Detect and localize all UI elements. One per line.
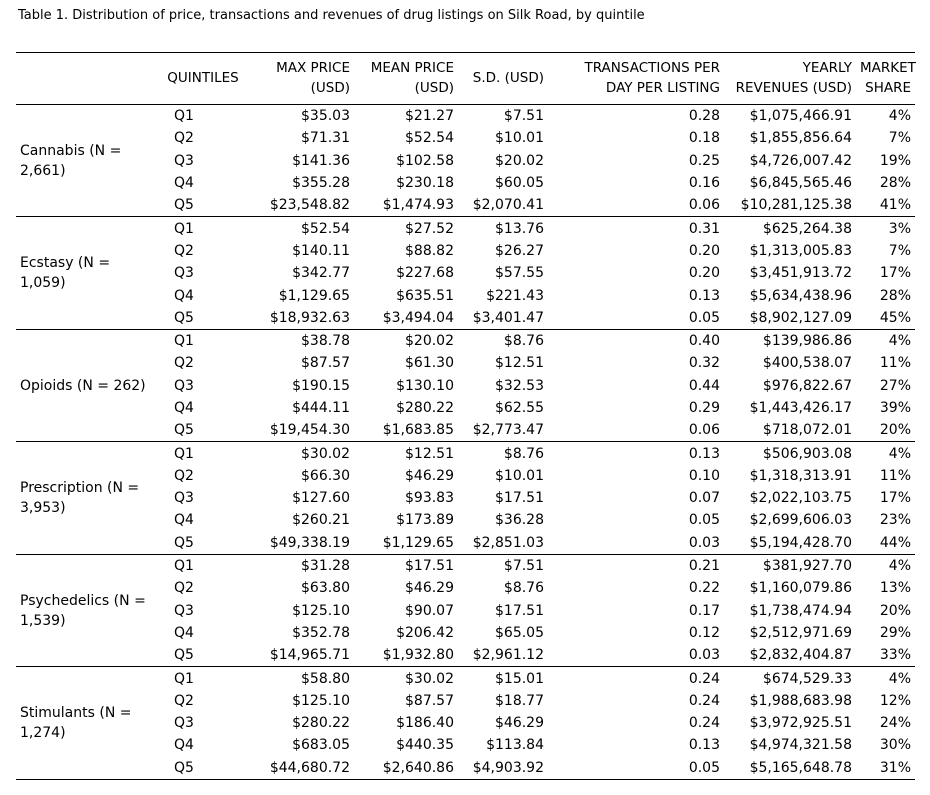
- max-price-cell: $125.10: [292, 602, 350, 619]
- market-share-cell: 20%: [879, 602, 911, 619]
- max-price-cell: $444.11: [292, 400, 350, 416]
- drug-group: [16, 667, 915, 779]
- header-transactions: TRANSACTIONS PER DAY PER LISTING: [584, 59, 720, 96]
- market-share-cell: 28%: [879, 175, 911, 192]
- quintile-cell: Q3: [174, 490, 194, 507]
- quintile-cell: Q1: [174, 445, 194, 462]
- sd-cell: $8.76: [503, 445, 544, 462]
- quintile-cell: Q2: [174, 355, 194, 372]
- yearly-revenue-cell: $139,986.86: [762, 333, 852, 350]
- market-share-cell: 4%: [888, 670, 911, 687]
- market-share-cell: 31%: [879, 759, 911, 776]
- table-row: [16, 217, 915, 240]
- max-price-cell: $683.05: [292, 737, 350, 754]
- yearly-revenue-cell: $2,832,404.87: [749, 647, 852, 664]
- transactions-cell: 0.24: [688, 670, 720, 687]
- quintile-cell: Q1: [174, 670, 194, 687]
- header-drug-class: [16, 53, 162, 105]
- header-sd: S.D. (USD): [472, 69, 544, 86]
- transactions-cell: 0.40: [688, 333, 720, 350]
- max-price-cell: $87.57: [301, 355, 350, 372]
- header-quintiles: QUINTILES: [167, 69, 239, 86]
- mean-price-cell: $30.02: [405, 670, 454, 687]
- sd-cell: $36.28: [495, 512, 544, 529]
- market-share-cell: 20%: [879, 422, 911, 439]
- quintile-cell: Q4: [174, 175, 194, 192]
- yearly-revenue-cell: $976,822.67: [762, 377, 852, 394]
- sd-cell: $8.76: [503, 580, 544, 597]
- yearly-revenue-cell: $2,699,606.03: [749, 512, 852, 529]
- mean-price-cell: $12.51: [405, 445, 454, 462]
- market-share-cell: 45%: [879, 309, 911, 326]
- transactions-cell: 0.25: [688, 152, 720, 169]
- table-row: [16, 554, 915, 577]
- transactions-cell: 0.05: [688, 512, 720, 529]
- market-share-cell: 39%: [879, 400, 911, 416]
- mean-price-cell: $17.51: [405, 558, 454, 575]
- max-price-cell: $66.30: [301, 467, 350, 484]
- quintile-cell: Q3: [174, 152, 194, 169]
- drug-class-label: Psychedelics (N = 1,539): [20, 592, 146, 629]
- yearly-revenue-cell: $506,903.08: [762, 445, 852, 462]
- transactions-cell: 0.31: [688, 220, 720, 237]
- max-price-cell: $52.54: [301, 220, 350, 237]
- max-price-cell: $140.11: [292, 242, 350, 259]
- transactions-cell: 0.05: [688, 759, 720, 776]
- quintile-cell: Q5: [174, 309, 194, 326]
- mean-price-cell: $206.42: [396, 624, 454, 641]
- max-price-cell: $125.10: [292, 692, 350, 709]
- table-row: [16, 667, 915, 690]
- quintile-cell: Q4: [174, 400, 194, 416]
- transactions-cell: 0.18: [688, 130, 720, 147]
- sd-cell: $62.55: [495, 400, 544, 416]
- quintile-cell: Q2: [174, 580, 194, 597]
- mean-price-cell: $280.22: [396, 400, 454, 416]
- max-price-cell: $14,965.71: [269, 647, 350, 664]
- quintile-cell: Q5: [174, 422, 194, 439]
- sd-cell: $7.51: [503, 108, 544, 125]
- transactions-cell: 0.44: [688, 377, 720, 394]
- mean-price-cell: $88.82: [405, 242, 454, 259]
- quintile-cell: Q1: [174, 558, 194, 575]
- yearly-revenue-cell: $1,738,474.94: [749, 602, 852, 619]
- market-share-cell: 44%: [879, 534, 911, 551]
- transactions-cell: 0.22: [688, 580, 720, 597]
- table-row: [16, 329, 915, 352]
- yearly-revenue-cell: $1,318,313.91: [749, 467, 852, 484]
- yearly-revenue-cell: $1,313,005.83: [749, 242, 852, 259]
- sd-cell: $10.01: [495, 130, 544, 147]
- sd-cell: $10.01: [495, 467, 544, 484]
- market-share-cell: 41%: [879, 197, 911, 214]
- header-yearly-revenues: YEARLY REVENUES (USD): [735, 59, 852, 96]
- yearly-revenue-cell: $400,538.07: [762, 355, 852, 372]
- max-price-cell: $1,129.65: [278, 287, 350, 304]
- sd-cell: $57.55: [495, 265, 544, 282]
- market-share-cell: 19%: [879, 152, 911, 169]
- yearly-revenue-cell: $1,443,426.17: [749, 400, 852, 416]
- mean-price-cell: $21.27: [405, 108, 454, 125]
- market-share-cell: 11%: [879, 467, 911, 484]
- transactions-cell: 0.03: [688, 534, 720, 551]
- yearly-revenue-cell: $1,855,856.64: [749, 130, 852, 147]
- market-share-cell: 11%: [879, 355, 911, 372]
- sd-cell: $15.01: [495, 670, 544, 687]
- transactions-cell: 0.13: [688, 287, 720, 304]
- market-share-cell: 33%: [879, 647, 911, 664]
- sd-cell: $2,851.03: [472, 534, 544, 551]
- drug-group: [16, 329, 915, 441]
- market-share-cell: 7%: [888, 130, 911, 147]
- yearly-revenue-cell: $5,194,428.70: [749, 534, 852, 551]
- quintile-cell: Q3: [174, 377, 194, 394]
- mean-price-cell: $46.29: [405, 580, 454, 597]
- table-caption: Table 1. Distribution of price, transactions and revenues of drug listings on Silk Road, by quintile: [18, 8, 645, 23]
- market-share-cell: 29%: [879, 624, 911, 641]
- max-price-cell: $127.60: [292, 490, 350, 507]
- max-price-cell: $23,548.82: [269, 197, 350, 214]
- max-price-cell: $31.28: [301, 558, 350, 575]
- market-share-cell: 4%: [888, 333, 911, 350]
- transactions-cell: 0.12: [688, 624, 720, 641]
- mean-price-cell: $90.07: [405, 602, 454, 619]
- transactions-cell: 0.20: [688, 265, 720, 282]
- quintile-cell: Q2: [174, 130, 194, 147]
- mean-price-cell: $635.51: [396, 287, 454, 304]
- max-price-cell: $35.03: [301, 108, 350, 125]
- sd-cell: $12.51: [495, 355, 544, 372]
- max-price-cell: $190.15: [292, 377, 350, 394]
- table-header: [16, 53, 915, 105]
- drug-group: [16, 554, 915, 666]
- sd-cell: $113.84: [486, 737, 544, 754]
- quintile-cell: Q5: [174, 534, 194, 551]
- header-market-share: MARKET SHARE: [860, 59, 916, 96]
- drug-group: [16, 105, 915, 217]
- yearly-revenue-cell: $3,972,925.51: [749, 715, 852, 732]
- yearly-revenue-cell: $6,845,565.46: [749, 175, 852, 192]
- market-share-cell: 4%: [888, 445, 911, 462]
- sd-cell: $4,903.92: [472, 759, 544, 776]
- quintile-cell: Q2: [174, 242, 194, 259]
- mean-price-cell: $2,640.86: [382, 759, 454, 776]
- market-share-cell: 28%: [879, 287, 911, 304]
- sd-cell: $2,961.12: [472, 647, 544, 664]
- max-price-cell: $49,338.19: [269, 534, 350, 551]
- market-share-cell: 4%: [888, 558, 911, 575]
- sd-cell: $65.05: [495, 624, 544, 641]
- drug-class-label: Prescription (N = 3,953): [20, 480, 140, 517]
- max-price-cell: $18,932.63: [269, 309, 350, 326]
- drug-class-label: Stimulants (N = 1,274): [20, 705, 132, 742]
- sd-cell: $221.43: [486, 287, 544, 304]
- drug-class-label: Ecstasy (N = 1,059): [20, 255, 111, 292]
- max-price-cell: $355.28: [292, 175, 350, 192]
- mean-price-cell: $1,683.85: [382, 422, 454, 439]
- mean-price-cell: $1,474.93: [382, 197, 454, 214]
- transactions-cell: 0.05: [688, 309, 720, 326]
- max-price-cell: $19,454.30: [269, 422, 350, 439]
- transactions-cell: 0.03: [688, 647, 720, 664]
- mean-price-cell: $27.52: [405, 220, 454, 237]
- market-share-cell: 12%: [879, 692, 911, 709]
- transactions-cell: 0.17: [688, 602, 720, 619]
- yearly-revenue-cell: $2,512,971.69: [749, 624, 852, 641]
- drug-group: [16, 442, 915, 554]
- max-price-cell: $280.22: [292, 715, 350, 732]
- table-row: [16, 442, 915, 465]
- quintile-cell: Q2: [174, 692, 194, 709]
- max-price-cell: $352.78: [292, 624, 350, 641]
- quintile-cell: Q4: [174, 512, 194, 529]
- table-row: [16, 105, 915, 128]
- max-price-cell: $58.80: [301, 670, 350, 687]
- market-share-cell: 23%: [879, 512, 911, 529]
- mean-price-cell: $102.58: [396, 152, 454, 169]
- drug-class-label: Opioids (N = 262): [20, 377, 146, 394]
- mean-price-cell: $93.83: [405, 490, 454, 507]
- sd-cell: $20.02: [495, 152, 544, 169]
- market-share-cell: 27%: [879, 377, 911, 394]
- market-share-cell: 24%: [879, 715, 911, 732]
- sd-cell: $17.51: [495, 602, 544, 619]
- market-share-cell: 13%: [879, 580, 911, 597]
- transactions-cell: 0.32: [688, 355, 720, 372]
- mean-price-cell: $87.57: [405, 692, 454, 709]
- sd-cell: $3,401.47: [472, 309, 544, 326]
- transactions-cell: 0.10: [688, 467, 720, 484]
- transactions-cell: 0.06: [688, 422, 720, 439]
- sd-cell: $8.76: [503, 333, 544, 350]
- sd-cell: $18.77: [495, 692, 544, 709]
- sd-cell: $32.53: [495, 377, 544, 394]
- yearly-revenue-cell: $718,072.01: [762, 422, 852, 439]
- transactions-cell: 0.20: [688, 242, 720, 259]
- yearly-revenue-cell: $1,160,079.86: [749, 580, 852, 597]
- yearly-revenue-cell: $4,974,321.58: [749, 737, 852, 754]
- quintile-cell: Q3: [174, 715, 194, 732]
- mean-price-cell: $3,494.04: [382, 309, 454, 326]
- market-share-cell: 4%: [888, 108, 911, 125]
- max-price-cell: $141.36: [292, 152, 350, 169]
- quintile-cell: Q2: [174, 467, 194, 484]
- transactions-cell: 0.13: [688, 737, 720, 754]
- market-share-cell: 17%: [879, 490, 911, 507]
- yearly-revenue-cell: $625,264.38: [762, 220, 852, 237]
- yearly-revenue-cell: $1,988,683.98: [749, 692, 852, 709]
- yearly-revenue-cell: $3,451,913.72: [749, 265, 852, 282]
- mean-price-cell: $52.54: [405, 130, 454, 147]
- mean-price-cell: $61.30: [405, 355, 454, 372]
- transactions-cell: 0.06: [688, 197, 720, 214]
- mean-price-cell: $1,129.65: [382, 534, 454, 551]
- mean-price-cell: $1,932.80: [382, 647, 454, 664]
- mean-price-cell: $130.10: [396, 377, 454, 394]
- yearly-revenue-cell: $5,634,438.96: [749, 287, 852, 304]
- yearly-revenue-cell: $674,529.33: [762, 670, 852, 687]
- max-price-cell: $63.80: [301, 580, 350, 597]
- sd-cell: $2,773.47: [472, 422, 544, 439]
- quintile-cell: Q4: [174, 624, 194, 641]
- market-share-cell: 7%: [888, 242, 911, 259]
- quintile-cell: Q1: [174, 220, 194, 237]
- quintile-cell: Q3: [174, 265, 194, 282]
- header-max-price: MAX PRICE (USD): [276, 59, 350, 96]
- market-share-cell: 17%: [879, 265, 911, 282]
- market-share-cell: 30%: [879, 737, 911, 754]
- quintile-cell: Q1: [174, 333, 194, 350]
- mean-price-cell: $20.02: [405, 333, 454, 350]
- mean-price-cell: $227.68: [396, 265, 454, 282]
- market-share-cell: 3%: [888, 220, 911, 237]
- transactions-cell: 0.28: [688, 108, 720, 125]
- transactions-cell: 0.13: [688, 445, 720, 462]
- max-price-cell: $260.21: [292, 512, 350, 529]
- yearly-revenue-cell: $1,075,466.91: [749, 108, 852, 125]
- transactions-cell: 0.21: [688, 558, 720, 575]
- drug-quintile-table: [16, 52, 915, 780]
- yearly-revenue-cell: $10,281,125.38: [740, 197, 852, 214]
- sd-cell: $13.76: [495, 220, 544, 237]
- sd-cell: $26.27: [495, 242, 544, 259]
- transactions-cell: 0.16: [688, 175, 720, 192]
- mean-price-cell: $173.89: [396, 512, 454, 529]
- mean-price-cell: $230.18: [396, 175, 454, 192]
- transactions-cell: 0.29: [688, 400, 720, 416]
- sd-cell: $17.51: [495, 490, 544, 507]
- sd-cell: $2,070.41: [472, 197, 544, 214]
- yearly-revenue-cell: $381,927.70: [762, 558, 852, 575]
- quintile-cell: Q5: [174, 197, 194, 214]
- yearly-revenue-cell: $2,022,103.75: [749, 490, 852, 507]
- quintile-cell: Q5: [174, 647, 194, 664]
- max-price-cell: $38.78: [301, 333, 350, 350]
- sd-cell: $7.51: [503, 558, 544, 575]
- transactions-cell: 0.24: [688, 692, 720, 709]
- max-price-cell: $30.02: [301, 445, 350, 462]
- drug-group: [16, 217, 915, 329]
- max-price-cell: $71.31: [301, 130, 350, 147]
- mean-price-cell: $440.35: [396, 737, 454, 754]
- yearly-revenue-cell: $8,902,127.09: [749, 309, 852, 326]
- quintile-cell: Q3: [174, 602, 194, 619]
- sd-cell: $46.29: [495, 715, 544, 732]
- drug-class-label: Cannabis (N = 2,661): [20, 142, 122, 179]
- quintile-cell: Q1: [174, 108, 194, 125]
- yearly-revenue-cell: $5,165,648.78: [749, 759, 852, 776]
- quintile-cell: Q4: [174, 287, 194, 304]
- max-price-cell: $342.77: [292, 265, 350, 282]
- quintile-cell: Q5: [174, 759, 194, 776]
- mean-price-cell: $186.40: [396, 715, 454, 732]
- sd-cell: $60.05: [495, 175, 544, 192]
- header-mean-price: MEAN PRICE (USD): [370, 59, 454, 96]
- mean-price-cell: $46.29: [405, 467, 454, 484]
- transactions-cell: 0.24: [688, 715, 720, 732]
- yearly-revenue-cell: $4,726,007.42: [749, 152, 852, 169]
- transactions-cell: 0.07: [688, 490, 720, 507]
- max-price-cell: $44,680.72: [269, 759, 350, 776]
- quintile-cell: Q4: [174, 737, 194, 754]
